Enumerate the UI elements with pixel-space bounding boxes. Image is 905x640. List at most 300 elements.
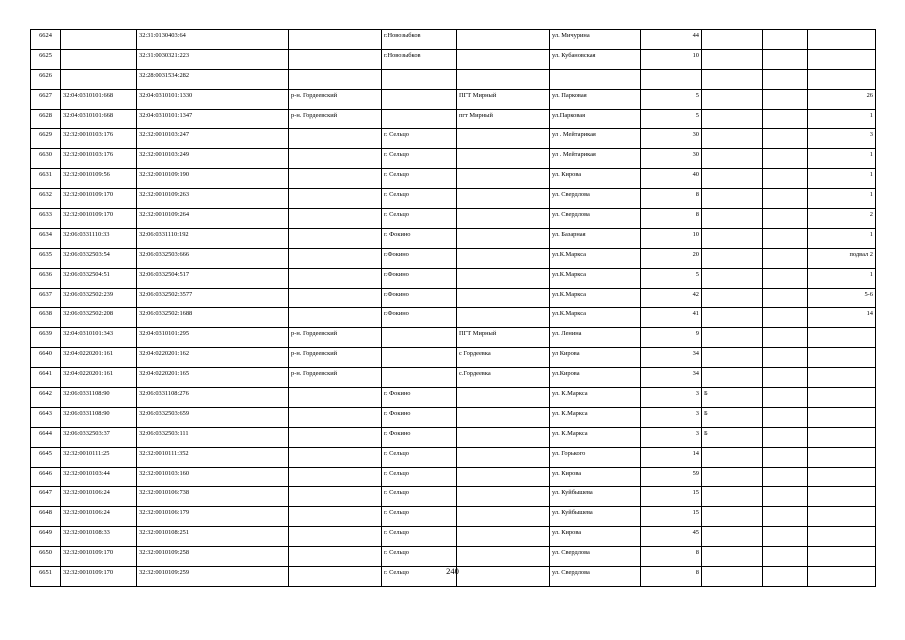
street-cell: ул. Свердлова xyxy=(550,209,641,229)
settlement-cell xyxy=(457,447,550,467)
house-letter-cell xyxy=(702,487,763,507)
locality-cell: г. Сельцо xyxy=(382,507,457,527)
building-cell xyxy=(763,308,808,328)
cadastral-number-cell: 32:32:0010109:259 xyxy=(137,567,289,587)
house-number-cell: 15 xyxy=(641,507,702,527)
row-number-cell: 6644 xyxy=(31,427,61,447)
house-number-cell: 40 xyxy=(641,169,702,189)
locality-cell: г.Фокино xyxy=(382,308,457,328)
premises-cell: 5-6 xyxy=(808,288,876,308)
cadastral-block-cell: 32:04:0310101:668 xyxy=(61,89,137,109)
district-cell: р-н. Гордеевский xyxy=(289,348,382,368)
building-cell xyxy=(763,507,808,527)
district-cell: р-н. Гордеевский xyxy=(289,328,382,348)
cadastral-block-cell: 32:04:0220201:161 xyxy=(61,348,137,368)
house-number-cell: 5 xyxy=(641,109,702,129)
building-cell xyxy=(763,487,808,507)
cadastral-block-cell xyxy=(61,49,137,69)
locality-cell xyxy=(382,89,457,109)
locality-cell xyxy=(382,368,457,388)
premises-cell xyxy=(808,447,876,467)
locality-cell xyxy=(382,109,457,129)
house-number-cell: 14 xyxy=(641,447,702,467)
building-cell xyxy=(763,407,808,427)
house-letter-cell xyxy=(702,169,763,189)
premises-cell: 26 xyxy=(808,89,876,109)
building-cell xyxy=(763,547,808,567)
house-number-cell: 3 xyxy=(641,407,702,427)
settlement-cell xyxy=(457,407,550,427)
table-row xyxy=(31,427,876,447)
street-cell: ул . Мейтарикая xyxy=(550,149,641,169)
registry-sheet xyxy=(30,29,875,587)
row-number-cell: 6629 xyxy=(31,129,61,149)
cadastral-block-cell: 32:32:0010106:24 xyxy=(61,507,137,527)
cadastral-block-cell: 32:04:0310101:668 xyxy=(61,109,137,129)
locality-cell: г.Фокино xyxy=(382,248,457,268)
street-cell: ул. Куйбышева xyxy=(550,507,641,527)
locality-cell: г. Сельцо xyxy=(382,447,457,467)
premises-cell xyxy=(808,487,876,507)
premises-cell xyxy=(808,388,876,408)
street-cell: ул.К.Маркса xyxy=(550,288,641,308)
cadastral-number-cell: 32:32:0010111:352 xyxy=(137,447,289,467)
building-cell xyxy=(763,129,808,149)
cadastral-number-cell: 32:31:0130403:64 xyxy=(137,30,289,50)
district-cell: р-н. Гордеевский xyxy=(289,89,382,109)
building-cell xyxy=(763,169,808,189)
house-number-cell: 8 xyxy=(641,547,702,567)
cadastral-block-cell: 32:06:0331108:90 xyxy=(61,407,137,427)
house-number-cell: 8 xyxy=(641,189,702,209)
table-row xyxy=(31,69,876,89)
house-number-cell: 34 xyxy=(641,368,702,388)
locality-cell: г. Фокино xyxy=(382,228,457,248)
premises-cell: 1 xyxy=(808,149,876,169)
settlement-cell: ПГТ Мирный xyxy=(457,328,550,348)
settlement-cell xyxy=(457,209,550,229)
cadastral-number-cell: 32:06:0332503:111 xyxy=(137,427,289,447)
locality-cell: г.Новозыбков xyxy=(382,30,457,50)
settlement-cell xyxy=(457,507,550,527)
cadastral-number-cell: 32:32:0010109:263 xyxy=(137,189,289,209)
table-row xyxy=(31,407,876,427)
house-number-cell: 8 xyxy=(641,567,702,587)
locality-cell: г. Фокино xyxy=(382,388,457,408)
house-number-cell xyxy=(641,69,702,89)
street-cell: ул. Свердлова xyxy=(550,567,641,587)
locality-cell: г. Сельцо xyxy=(382,547,457,567)
district-cell xyxy=(289,189,382,209)
row-number-cell: 6641 xyxy=(31,368,61,388)
table-row xyxy=(31,248,876,268)
row-number-cell: 6640 xyxy=(31,348,61,368)
house-letter-cell xyxy=(702,447,763,467)
row-number-cell: 6650 xyxy=(31,547,61,567)
street-cell: ул.Кирова xyxy=(550,368,641,388)
locality-cell: г. Сельцо xyxy=(382,169,457,189)
cadastral-number-cell: 32:06:0332504:517 xyxy=(137,268,289,288)
locality-cell: г. Сельцо xyxy=(382,189,457,209)
house-letter-cell: Б xyxy=(702,388,763,408)
building-cell xyxy=(763,268,808,288)
cadastral-block-cell: 32:06:0331108:90 xyxy=(61,388,137,408)
cadastral-block-cell: 32:32:0010103:176 xyxy=(61,129,137,149)
house-number-cell: 3 xyxy=(641,427,702,447)
settlement-cell xyxy=(457,69,550,89)
row-number-cell: 6647 xyxy=(31,487,61,507)
house-number-cell: 9 xyxy=(641,328,702,348)
page-number: 240 xyxy=(446,566,459,576)
table-row xyxy=(31,109,876,129)
table-row xyxy=(31,388,876,408)
street-cell: ул. Куйбышева xyxy=(550,487,641,507)
house-letter-cell xyxy=(702,149,763,169)
settlement-cell xyxy=(457,149,550,169)
cadastral-number-cell: 32:04:0220201:165 xyxy=(137,368,289,388)
building-cell xyxy=(763,447,808,467)
house-number-cell: 10 xyxy=(641,228,702,248)
street-cell: ул. Парковая xyxy=(550,89,641,109)
settlement-cell xyxy=(457,228,550,248)
locality-cell: г. Сельцо xyxy=(382,129,457,149)
house-letter-cell xyxy=(702,348,763,368)
house-number-cell: 3 xyxy=(641,388,702,408)
cadastral-number-cell: 32:32:0010103:249 xyxy=(137,149,289,169)
cadastral-number-cell: 32:06:0331108:276 xyxy=(137,388,289,408)
district-cell xyxy=(289,487,382,507)
locality-cell: г. Сельцо xyxy=(382,209,457,229)
house-letter-cell xyxy=(702,268,763,288)
cadastral-block-cell: 32:06:0332502:239 xyxy=(61,288,137,308)
cadastral-block-cell: 32:06:0331110:33 xyxy=(61,228,137,248)
cadastral-number-cell: 32:04:0310101:295 xyxy=(137,328,289,348)
street-cell: ул. Свердлова xyxy=(550,547,641,567)
row-number-cell: 6645 xyxy=(31,447,61,467)
table-row xyxy=(31,169,876,189)
settlement-cell xyxy=(457,288,550,308)
premises-cell xyxy=(808,368,876,388)
house-letter-cell xyxy=(702,129,763,149)
settlement-cell: с Гордеевка xyxy=(457,348,550,368)
table-row xyxy=(31,547,876,567)
premises-cell xyxy=(808,527,876,547)
cadastral-block-cell: 32:32:0010109:170 xyxy=(61,547,137,567)
district-cell: р-н. Гордеевский xyxy=(289,368,382,388)
table-row xyxy=(31,467,876,487)
row-number-cell: 6631 xyxy=(31,169,61,189)
premises-cell xyxy=(808,30,876,50)
district-cell xyxy=(289,129,382,149)
locality-cell: г.Фокино xyxy=(382,268,457,288)
row-number-cell: 6628 xyxy=(31,109,61,129)
locality-cell: г. Фокино xyxy=(382,407,457,427)
house-letter-cell xyxy=(702,467,763,487)
building-cell xyxy=(763,348,808,368)
street-cell: ул. К.Маркса xyxy=(550,427,641,447)
settlement-cell: пгт Мирный xyxy=(457,109,550,129)
house-letter-cell xyxy=(702,507,763,527)
house-letter-cell xyxy=(702,69,763,89)
row-number-cell: 6649 xyxy=(31,527,61,547)
house-number-cell: 30 xyxy=(641,149,702,169)
house-number-cell: 42 xyxy=(641,288,702,308)
row-number-cell: 6635 xyxy=(31,248,61,268)
district-cell xyxy=(289,547,382,567)
building-cell xyxy=(763,228,808,248)
table-row xyxy=(31,149,876,169)
house-number-cell: 8 xyxy=(641,209,702,229)
district-cell xyxy=(289,467,382,487)
house-number-cell: 10 xyxy=(641,49,702,69)
locality-cell: г.Фокино xyxy=(382,288,457,308)
cadastral-block-cell: 32:32:0010109:56 xyxy=(61,169,137,189)
premises-cell: 1 xyxy=(808,169,876,189)
settlement-cell xyxy=(457,30,550,50)
district-cell xyxy=(289,407,382,427)
house-number-cell: 59 xyxy=(641,467,702,487)
building-cell xyxy=(763,30,808,50)
table-row xyxy=(31,288,876,308)
house-number-cell: 20 xyxy=(641,248,702,268)
registry-table xyxy=(30,29,876,587)
house-letter-cell xyxy=(702,368,763,388)
house-letter-cell xyxy=(702,209,763,229)
house-letter-cell: Б xyxy=(702,407,763,427)
settlement-cell xyxy=(457,169,550,189)
house-letter-cell xyxy=(702,89,763,109)
house-number-cell: 45 xyxy=(641,527,702,547)
premises-cell: подвал 2 xyxy=(808,248,876,268)
row-number-cell: 6630 xyxy=(31,149,61,169)
cadastral-number-cell: 32:06:0332503:666 xyxy=(137,248,289,268)
row-number-cell: 6624 xyxy=(31,30,61,50)
cadastral-block-cell: 32:32:0010111:25 xyxy=(61,447,137,467)
cadastral-block-cell: 32:06:0332503:37 xyxy=(61,427,137,447)
premises-cell: 1 xyxy=(808,189,876,209)
house-number-cell: 30 xyxy=(641,129,702,149)
row-number-cell: 6643 xyxy=(31,407,61,427)
cadastral-number-cell: 32:32:0010103:160 xyxy=(137,467,289,487)
building-cell xyxy=(763,328,808,348)
cadastral-number-cell: 32:04:0310101:1347 xyxy=(137,109,289,129)
street-cell: ул. Кирова xyxy=(550,169,641,189)
building-cell xyxy=(763,288,808,308)
cadastral-block-cell: 32:06:0332504:51 xyxy=(61,268,137,288)
street-cell: ул.К.Маркса xyxy=(550,308,641,328)
premises-cell xyxy=(808,328,876,348)
district-cell xyxy=(289,447,382,467)
cadastral-number-cell: 32:32:0010106:738 xyxy=(137,487,289,507)
row-number-cell: 6638 xyxy=(31,308,61,328)
settlement-cell xyxy=(457,49,550,69)
street-cell: ул.К.Маркса xyxy=(550,268,641,288)
district-cell xyxy=(289,268,382,288)
row-number-cell: 6637 xyxy=(31,288,61,308)
row-number-cell: 6634 xyxy=(31,228,61,248)
locality-cell: г. Сельцо xyxy=(382,149,457,169)
table-row xyxy=(31,447,876,467)
cadastral-block-cell: 32:04:0220201:161 xyxy=(61,368,137,388)
table-row xyxy=(31,49,876,69)
cadastral-number-cell: 32:32:0010106:179 xyxy=(137,507,289,527)
cadastral-number-cell: 32:06:0332502:1688 xyxy=(137,308,289,328)
premises-cell xyxy=(808,507,876,527)
table-row xyxy=(31,368,876,388)
cadastral-number-cell: 32:06:0332502:3577 xyxy=(137,288,289,308)
row-number-cell: 6625 xyxy=(31,49,61,69)
district-cell xyxy=(289,69,382,89)
cadastral-block-cell: 32:06:0332503:54 xyxy=(61,248,137,268)
street-cell: ул. К.Маркса xyxy=(550,407,641,427)
cadastral-block-cell: 32:32:0010103:176 xyxy=(61,149,137,169)
street-cell: ул. Ленина xyxy=(550,328,641,348)
premises-cell xyxy=(808,427,876,447)
premises-cell xyxy=(808,547,876,567)
settlement-cell xyxy=(457,487,550,507)
cadastral-block-cell: 32:32:0010106:24 xyxy=(61,487,137,507)
district-cell xyxy=(289,149,382,169)
settlement-cell: ПГТ Мирный xyxy=(457,89,550,109)
district-cell xyxy=(289,30,382,50)
house-letter-cell xyxy=(702,248,763,268)
house-letter-cell xyxy=(702,228,763,248)
locality-cell xyxy=(382,328,457,348)
locality-cell: г.Новозыбков xyxy=(382,49,457,69)
locality-cell: г. Сельцо xyxy=(382,567,457,587)
row-number-cell: 6627 xyxy=(31,89,61,109)
row-number-cell: 6651 xyxy=(31,567,61,587)
house-letter-cell xyxy=(702,547,763,567)
house-letter-cell xyxy=(702,189,763,209)
premises-cell xyxy=(808,348,876,368)
premises-cell xyxy=(808,69,876,89)
house-number-cell: 34 xyxy=(641,348,702,368)
building-cell xyxy=(763,467,808,487)
cadastral-number-cell: 32:28:0031534:282 xyxy=(137,69,289,89)
district-cell xyxy=(289,388,382,408)
settlement-cell xyxy=(457,129,550,149)
table-row xyxy=(31,328,876,348)
district-cell xyxy=(289,288,382,308)
house-letter-cell xyxy=(702,308,763,328)
district-cell xyxy=(289,527,382,547)
row-number-cell: 6626 xyxy=(31,69,61,89)
street-cell: ул. Базарная xyxy=(550,228,641,248)
cadastral-number-cell: 32:32:0010109:264 xyxy=(137,209,289,229)
street-cell: ул. Горького xyxy=(550,447,641,467)
table-row xyxy=(31,89,876,109)
row-number-cell: 6632 xyxy=(31,189,61,209)
premises-cell xyxy=(808,49,876,69)
locality-cell: г. Сельцо xyxy=(382,527,457,547)
building-cell xyxy=(763,527,808,547)
house-letter-cell xyxy=(702,30,763,50)
house-letter-cell xyxy=(702,328,763,348)
row-number-cell: 6633 xyxy=(31,209,61,229)
cadastral-number-cell: 32:06:0331110:192 xyxy=(137,228,289,248)
street-cell: ул. Кирова xyxy=(550,467,641,487)
settlement-cell xyxy=(457,248,550,268)
building-cell xyxy=(763,69,808,89)
cadastral-block-cell: 32:32:0010109:170 xyxy=(61,567,137,587)
building-cell xyxy=(763,89,808,109)
building-cell xyxy=(763,368,808,388)
district-cell xyxy=(289,507,382,527)
premises-cell: 3 xyxy=(808,129,876,149)
street-cell: ул Кирова xyxy=(550,348,641,368)
premises-cell: 1 xyxy=(808,109,876,129)
building-cell xyxy=(763,427,808,447)
cadastral-block-cell: 32:32:0010103:44 xyxy=(61,467,137,487)
house-letter-cell xyxy=(702,527,763,547)
locality-cell xyxy=(382,69,457,89)
street-cell: ул. К.Маркса xyxy=(550,388,641,408)
house-number-cell: 44 xyxy=(641,30,702,50)
settlement-cell: с.Гордеевка xyxy=(457,368,550,388)
house-letter-cell xyxy=(702,109,763,129)
cadastral-block-cell: 32:32:0010109:170 xyxy=(61,209,137,229)
table-row xyxy=(31,507,876,527)
table-row xyxy=(31,209,876,229)
building-cell xyxy=(763,109,808,129)
cadastral-block-cell: 32:06:0332502:208 xyxy=(61,308,137,328)
table-row xyxy=(31,268,876,288)
district-cell xyxy=(289,49,382,69)
house-number-cell: 15 xyxy=(641,487,702,507)
building-cell xyxy=(763,189,808,209)
table-row xyxy=(31,129,876,149)
district-cell xyxy=(289,169,382,189)
house-letter-cell xyxy=(702,49,763,69)
cadastral-block-cell: 32:04:0310101:343 xyxy=(61,328,137,348)
street-cell: ул. Кубановская xyxy=(550,49,641,69)
street-cell: ул. Кирова xyxy=(550,527,641,547)
cadastral-block-cell xyxy=(61,69,137,89)
building-cell xyxy=(763,49,808,69)
district-cell xyxy=(289,427,382,447)
district-cell xyxy=(289,248,382,268)
table-row xyxy=(31,487,876,507)
row-number-cell: 6639 xyxy=(31,328,61,348)
cadastral-number-cell: 32:32:0010109:258 xyxy=(137,547,289,567)
locality-cell: г. Фокино xyxy=(382,427,457,447)
street-cell: ул.К.Маркса xyxy=(550,248,641,268)
street-cell: ул.Парковая xyxy=(550,109,641,129)
premises-cell: 2 xyxy=(808,209,876,229)
settlement-cell xyxy=(457,308,550,328)
settlement-cell xyxy=(457,427,550,447)
premises-cell xyxy=(808,407,876,427)
table-row xyxy=(31,189,876,209)
building-cell xyxy=(763,248,808,268)
row-number-cell: 6648 xyxy=(31,507,61,527)
building-cell xyxy=(763,209,808,229)
cadastral-block-cell: 32:32:0010108:33 xyxy=(61,527,137,547)
settlement-cell xyxy=(457,547,550,567)
table-row xyxy=(31,228,876,248)
cadastral-number-cell: 32:31:0030321:223 xyxy=(137,49,289,69)
premises-cell: 14 xyxy=(808,308,876,328)
street-cell: ул. Свердлова xyxy=(550,189,641,209)
registry-table-body xyxy=(31,30,876,587)
settlement-cell xyxy=(457,388,550,408)
house-number-cell: 5 xyxy=(641,89,702,109)
row-number-cell: 6636 xyxy=(31,268,61,288)
settlement-cell xyxy=(457,527,550,547)
cadastral-number-cell: 32:32:0010108:251 xyxy=(137,527,289,547)
house-letter-cell xyxy=(702,288,763,308)
